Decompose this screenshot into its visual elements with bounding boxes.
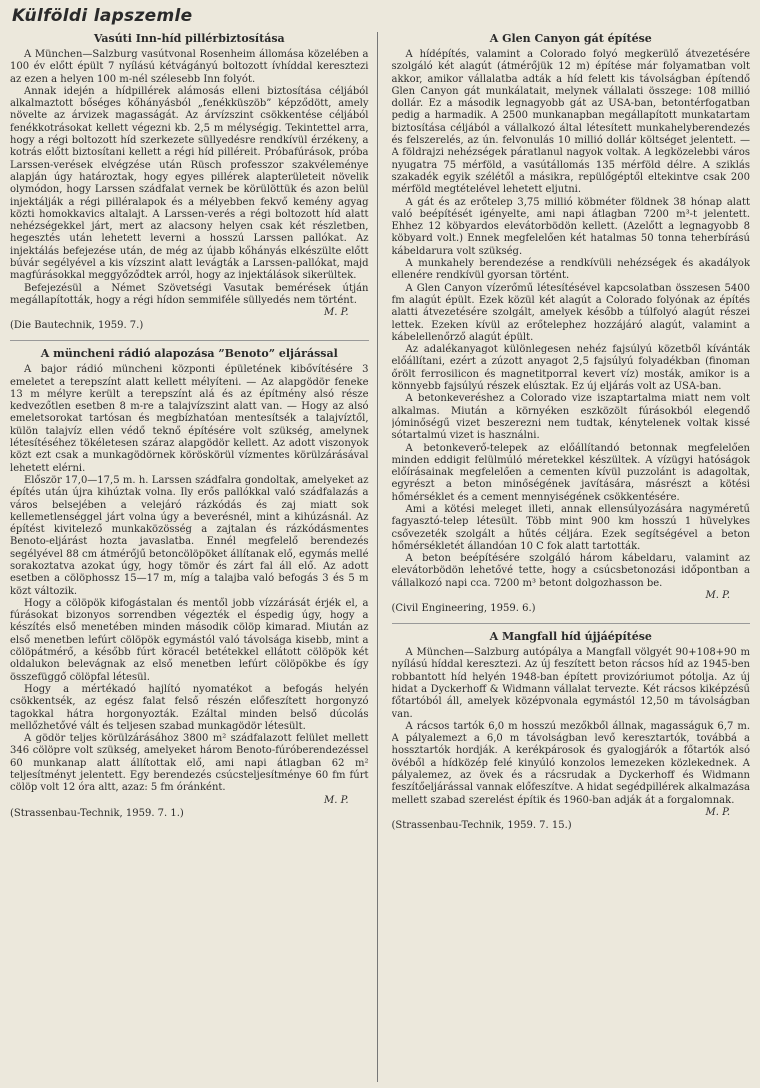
article-signature: M. P.	[705, 590, 730, 602]
article-signature: M. P.	[324, 794, 349, 806]
article-paragraph: Először 17,0—17,5 m. h. Larssen szádfalra gondoltak, amelyeket az építés után újra kihúztak volna. Ily erős pallókkal való szádfalazás a város belsejében a velejáró rázkódás és zaj miatt sok kellemetlenséggel járt volna úgy a beverésnél, mint a kihúzásnál. Az építést kivitelező munkaközösség a zajtalan és rázkódásmentes Benoto-eljárást hozta javaslatba. Ennél megfelelő berendezés segélyével 88 cm átmérőjű betoncölöpöket állítanak elő, egymás mellé sorakoztatva azokat úgy, hogy tömör és zárt fal áll elő. Az adott esetben a cölöphossz 15—17 m, míg a talajba való befogás 3 és 5 m közt változik.	[10, 474, 369, 597]
article-title: A müncheni rádió alapozása ”Benoto” eljárással	[40, 347, 338, 361]
article-source: (Strassenbau-Technik, 1959. 7. 15.)	[391, 819, 572, 831]
article-divider	[10, 340, 369, 341]
article-paragraph: Annak idején a hídpillérek alámosás elleni biztosítása céljából alkalmaztott bőséges kőhányásból „fenékküszöb” képződött, amely növelte az árvizek magasságát. Az árvízszint csökkentése céljából fenékkotrásokat kellett végezni kb. 2,5 m mélységig. Tekintettel arra, hogy a régi boltozott híd szerkezete süllyedésre rendkívül érzékeny, a kotrás előtt biztosítani kellett a régi híd pilléreit. Próbafúrások, próba Larssen-verések elvégzése után Rüsch professzor szakvéleménye alapján úgy határoztak, hogy egyes pillérek alapterületeit növelik olymódon, hogy Larssen szádfalat vernek be körülöttük és azon belül injektálják a régi pilléralapok és a mélyebben fekvő kemény agyag közti homokkavics altalajt. A Larssen-verés a régi boltozott híd alatt nehézségekkel járt, mert az alacsony helyen csak két részletben, hegesztés után lehetett leverni a hosszú Larssen pallókat. Az injektálás befejezése után, de még az újabb kőhányás elkészülte előtt búvár segélyével a kis vízszint alatt levágták a Larssen-pallókat, majd magfúrásokkal meggyőződtek arról, hogy az injektálások sikerültek.	[10, 85, 369, 282]
article-paragraph: A betonkeveréshez a Colorado vize iszaptartalma miatt nem volt alkalmas. Miután a környéken eszközölt fúrásokból elegendő jóminőségű vizet beszerezni nem tudtak, kénytelenek voltak kissé sótartalmú vizet is használni.	[391, 393, 750, 442]
article-paragraph: Befejezésül a Német Szövetségi Vasutak bemérések útján megállapították, hogy a régi hídon semmiféle süllyedés nem történt.	[10, 282, 369, 306]
article-paragraph: A gát és az erőtelep 3,75 millió köbméter földnek 38 hónap alatt való beépítését igényelte, ami napi átlagban 7200 m³-t jelentett. Ehhez 12 köbyardos elevátorbödön kellett. (Azelőtt a legnagyobb 8 köbyard volt.) Ennek megfelelően két hatalmas 50 tonna teherbírású kábeldarura volt szükség.	[391, 196, 750, 257]
right-column	[392, 32, 751, 1082]
article-paragraph: A München—Salzburg autópálya a Mangfall völgyét 90+108+90 m nyílású híddal keresztezi. Az új feszített beton rácsos híd az 1945-ben robbantott híd helyén 1948-ban épített provizóriumot pótolja. Az új hidat a Dyckerhoff & Widmann vállalat tervezte. Két rácsos kiképzésű főtartóból áll, amelyek középvonala egymástól 12,50 m távolságban van.	[391, 647, 750, 720]
article-paragraph: A beton beépítésére szolgáló három kábeldaru, valamint az elevátorbödön lehetővé tette, hogy a csúcsbetonozási időpontban a vállalkozó napi cca. 7200 m³ betont dolgozhasson be.	[391, 553, 750, 589]
article-paragraph: A Glen Canyon vízerőmű létesítésével kapcsolatban összesen 5400 fm alagút épült. Ezek közül két alagút a Colorado folyónak az építés alatti átvezetésére szolgált, amelyek később a túlfolyó alagút részei lettek. Ezeken kívül az erőtelephez hozzájáró alagút, valamint a kábelellenőrző alagút épült.	[391, 282, 750, 343]
article-paragraph: A betonkeverő-telepek az előállítandó betonnak megfelelően minden eddigit felülmúló méretekkel készültek. A vízügyi hatóságok előírásainak megfelelően a cementen kívül puzzolánt is adagoltak, egyrészt a beton minőségének javítására, másrészt a kötési hőmérséklet és a cement mennyiségének csökkentésére.	[391, 442, 750, 503]
article	[10, 347, 369, 819]
article-paragraph: A hídépítés, valamint a Colorado folyó megkerülő átvezetésére szolgáló két alagút (átmérőjük 12 m) építése már folyamatban volt akkor, amikor vállalatba adták a híd felett kis távolságban építendő Glen Canyon gát munkálatait, melynek vállalati összege: 108 millió dollár. Ez a második legnagyobb gát az USA-ban, betontérfogatban pedig a harmadik. A 2500 munkanapban megállapított munkatartam biztosítása céljából a vállalkozó által létesített munkahelyberendezés és felszerelés, az ún. felvonulás 10 millió dollár költséget jelentett. — A földrajzi nehézségek páratlanul nagyok voltak. A legközelebbi város nyugatra 75 mérföld, a vasútállomás 135 mérföld délre. A sziklás szakadék egyik szélétől a másikra, repülőgéptől eltekintve csak 200 mérföld megtételével lehetett eljutni.	[391, 49, 750, 196]
article-source: (Strassenbau-Technik, 1959. 7. 1.)	[10, 807, 184, 819]
columns	[10, 32, 750, 1082]
article-title: A Mangfall híd újjáépítése	[489, 630, 652, 644]
article-paragraph: Az adalékanyagot különlegesen nehéz fajsúlyú közetből kívánták előállítani, ezért a zúzott anyagot 2,5 fajsúlyú folyadékban (finoman őrölt ferrosilicon és magnetitporral kevert víz) mosták, amikor is a könnyebb fajsúlyú részek elúsztak. Ez új eljárás volt az USA-ban.	[391, 344, 750, 393]
article-source: (Die Bautechnik, 1959. 7.)	[10, 320, 144, 332]
article-paragraph: A bajor rádió müncheni központi épületének kibővítésére 3 emeletet a terepszínt alatt kellett mélyíteni. — Az alapgödör feneke 13 m mélyre került a terepszínt alá és az építmény alsó része kedvezőtlen esetben 8 m-re a talajvízszint alatt van. — Hogy az alsó emeletsorokat tartósan és megbízhatóan mentesítsék a talajvíztől, külön talajvíz ellen védő teknő építésére volt szükség, amelynek létesítéséhez tökéletesen száraz alapgödör kellett. Az adott viszonyok közt ezt csak a munkagödörnek köröskörül vízmentes körülzárásával lehetett elérni.	[10, 364, 369, 474]
article-paragraph: Ami a kötési meleget illeti, annak ellensúlyozására nagyméretű fagyasztó-telep létesült. Több mint 900 km hosszú 1 hüvelykes csővezeték szolgált a hűtés céljára. Ezek segítségével a beton hőmérsékletét állandóan 10 C fok alatt tartották.	[391, 503, 750, 552]
article	[392, 32, 751, 615]
article-paragraph: A München—Salzburg vasútvonal Rosenheim állomása közelében a 100 év előtt épült 7 nyílású kétvágányú boltozott ívhíddal keresztezi az ezen a helyen 100 m-nél szélesebb Inn folyót.	[10, 49, 369, 85]
article-source: (Civil Engineering, 1959. 6.)	[391, 603, 536, 615]
article-paragraph: A gödör teljes körülzárásához 3800 m² szádfalazott felület mellett 346 cölöpre volt szükség, amelyeket három Benoto-fúróberendezéssel 60 munkanap alatt állítottak elő, ami napi átlagban 62 m² teljesítményt jelentett. Egy berendezés csúcsteljesítménye 60 fm fúrt cölöp volt 12 óra altt, azaz: 5 fm óránként.	[10, 733, 369, 794]
left-column	[10, 32, 378, 1082]
article-signature: M. P.	[324, 307, 349, 319]
article-paragraph: A rácsos tartók 6,0 m hosszú mezőkből állnak, magasságuk 6,7 m. A pályalemezt a 6,0 m távolságban levő keresztartók, továbbá a hossztartók hordják. A kerékpárosok és gyalogjárók a főtartók alsó övéből a hídközép felé kinyúló konzolos lemezeken közlekednek. A pályalemez, az övek és a rácsrudak a Dyckerhoff és Widmann feszítőeljárással vannak előfeszítve. A hidat segédpillérek alkalmazása mellett szabad szerelést építik és 1960-ban adják át a forgalomnak.	[391, 720, 750, 806]
article-paragraph: A munkahely berendezése a rendkívüli nehézségek és akadályok ellenére rendkívül gyorsan történt.	[391, 258, 750, 282]
article-divider	[392, 623, 751, 624]
article-paragraph: Hogy a cölöpök kifogástalan és mentől jobb vízzárását érjék el, a fúrásokat bizonyos sorrendben végezték el éspedig úgy, hogy a készítés első menetében minden második cölöp kimarad. Miután az első menetben lefúrt cölöpök egymástól való távolsága kisebb, mint a cölöpátmérő, a később fúrt köracél betétekkel ellátott cölöpök két oldalukon belevágnak az első menetben lefúrt cölöpökbe és így összefüggő cölöpfal létesül.	[10, 597, 369, 683]
article-title: Vasúti Inn-híd pillérbiztosítása	[93, 32, 285, 45]
article-signature: M. P.	[705, 806, 730, 818]
article	[10, 32, 369, 332]
article	[392, 630, 751, 832]
article-title: A Glen Canyon gát építése	[489, 32, 652, 45]
masthead: Külföldi lapszemle	[12, 6, 193, 26]
article-paragraph: Hogy a mértékadó hajlító nyomatékot a befogás helyén csökkentsék, az egész falat felső részén előfeszített horgonyzó tagokkal hátra horgonyozták. Ezáltal minden belső dúcolás mellőzhetővé vált és teljesen szabad munkagödör létesült.	[10, 683, 369, 732]
